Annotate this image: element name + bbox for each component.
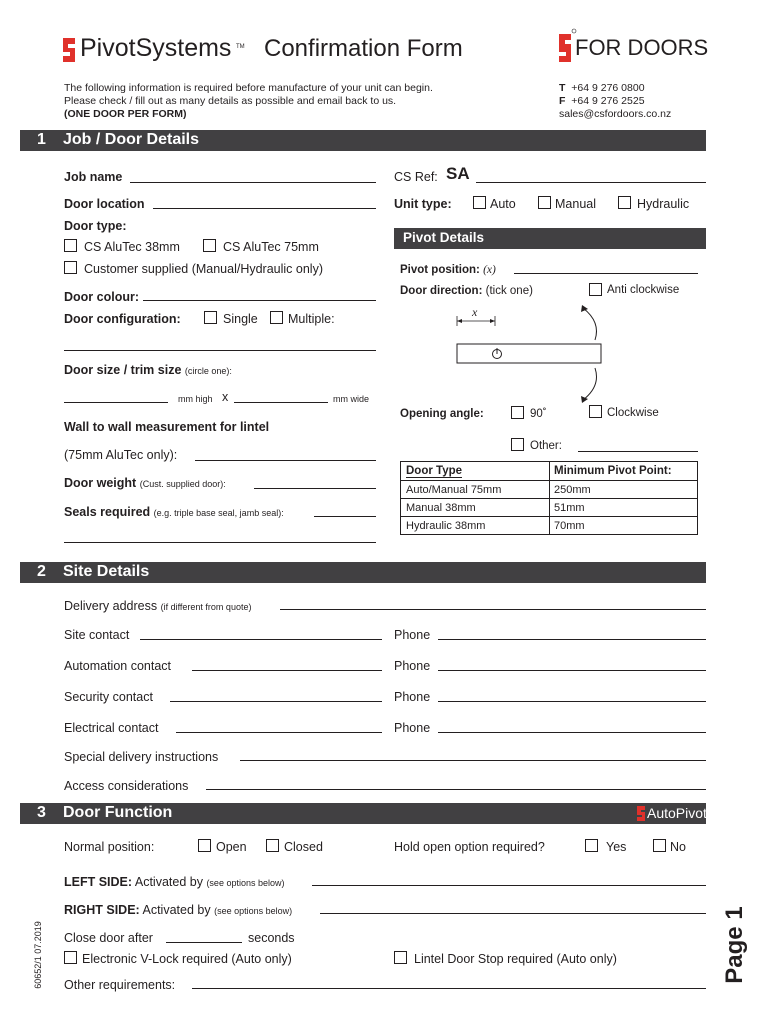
electrical-contact-label: Electrical contact — [64, 721, 159, 735]
hold-open-yes-label: Yes — [606, 840, 627, 854]
section-2-number: 2 — [37, 563, 46, 580]
tick-one-text: (tick one) — [485, 285, 533, 297]
seals-field-2[interactable] — [64, 542, 376, 543]
job-name-field[interactable] — [130, 182, 376, 183]
other-requirements-label: Other requirements: — [64, 978, 176, 992]
cs-ref-field[interactable] — [476, 182, 706, 183]
unit-hydraulic-label: Hydraulic — [637, 197, 690, 211]
opening-angle-label: Opening angle: — [400, 408, 484, 420]
seals-text: Seals required — [64, 505, 151, 519]
pivot-position-label — [400, 264, 496, 276]
door-rectangle — [457, 344, 601, 363]
pivot-position-field[interactable] — [514, 273, 698, 274]
customer-supplied-checkbox[interactable] — [64, 261, 77, 274]
diagram-x-label: x — [472, 305, 478, 319]
unit-manual-checkbox[interactable] — [538, 196, 551, 209]
door-location-label: Door location — [64, 197, 145, 211]
mm-wide-label: mm wide — [333, 394, 370, 404]
alutec75-checkbox[interactable] — [203, 239, 216, 252]
wall-to-wall-field[interactable] — [195, 460, 376, 461]
close-door-after-label: Close door after — [64, 931, 153, 945]
hold-open-no-label: No — [670, 840, 686, 854]
section-2-header — [20, 562, 706, 583]
left-activated-text: Activated by — [134, 875, 203, 889]
table-cell: 51mm — [554, 502, 585, 514]
delivery-address-field[interactable] — [280, 609, 706, 610]
angle-other-label: Other: — [530, 440, 562, 452]
alutec38-label: CS AluTec 38mm — [84, 240, 180, 254]
door-config-label: Door configuration: — [64, 312, 181, 326]
angle-90-checkbox[interactable] — [511, 406, 524, 419]
other-requirements-field[interactable] — [192, 988, 706, 989]
autopivot-badge: AutoPivot — [647, 805, 707, 821]
door-weight-label — [64, 476, 226, 490]
x-dimension-arrow-left — [457, 319, 462, 323]
door-size-text: Door size / trim size — [64, 363, 182, 377]
left-see-options-text: (see options below) — [206, 878, 285, 888]
form-title: Confirmation Form — [264, 35, 463, 62]
pivot-x-text: (x) — [483, 264, 496, 276]
door-location-field[interactable] — [153, 208, 376, 209]
rotation-arrow-bottom — [583, 368, 597, 400]
door-direction-label — [400, 285, 533, 297]
left-side-field[interactable] — [312, 885, 706, 886]
section-1-number: 1 — [37, 131, 46, 148]
seals-label — [64, 505, 284, 519]
automation-phone-field[interactable] — [438, 670, 706, 671]
job-name-label: Job name — [64, 170, 123, 184]
site-contact-label: Site contact — [64, 628, 130, 642]
x-dimension-arrow-right — [490, 319, 495, 323]
security-phone-field[interactable] — [438, 701, 706, 702]
unit-hydraulic-checkbox[interactable] — [618, 196, 631, 209]
page-number: Page 1 — [721, 906, 748, 984]
section-2-title: Site Details — [63, 563, 150, 580]
single-checkbox[interactable] — [204, 311, 217, 324]
pivotsystems-brand: PivotSystems — [80, 34, 232, 62]
right-side-label — [64, 903, 292, 917]
vlock-label: Electronic V-Lock required (Auto only) — [82, 952, 292, 966]
electrical-phone-field[interactable] — [438, 732, 706, 733]
section-3-header — [20, 803, 706, 824]
hold-open-label: Hold open option required? — [394, 840, 545, 854]
hold-open-yes-checkbox[interactable] — [585, 839, 598, 852]
intro-line-1: The following information is required before manufacture of your unit can begin. — [64, 82, 433, 94]
alutec38-checkbox[interactable] — [64, 239, 77, 252]
security-contact-field[interactable] — [170, 701, 382, 702]
multiple-checkbox[interactable] — [270, 311, 283, 324]
lintel-stop-checkbox[interactable] — [394, 951, 407, 964]
table-row-divider-1 — [401, 498, 697, 499]
unit-type-label: Unit type: — [394, 197, 452, 211]
csfordoors-logo-icon — [557, 28, 577, 68]
contact-email[interactable]: sales@csfordoors.co.nz — [559, 108, 672, 120]
clockwise-checkbox[interactable] — [589, 405, 602, 418]
door-size-label — [64, 363, 232, 377]
special-delivery-label: Special delivery instructions — [64, 750, 219, 764]
left-side-text: LEFT SIDE: — [64, 875, 133, 889]
site-contact-field[interactable] — [140, 639, 382, 640]
angle-other-checkbox[interactable] — [511, 438, 524, 451]
vlock-checkbox[interactable] — [64, 951, 77, 964]
normal-position-label: Normal position: — [64, 840, 155, 854]
table-cell: 70mm — [554, 520, 585, 532]
circle-one-text: (circle one): — [184, 366, 232, 376]
lintel-stop-label: Lintel Door Stop required (Auto only) — [414, 952, 617, 966]
trademark: TM — [236, 44, 245, 50]
phone-value: +64 9 276 0800 — [571, 82, 645, 94]
seals-field-1[interactable] — [314, 516, 376, 517]
anti-clockwise-checkbox[interactable] — [589, 283, 602, 296]
csfordoors-logo — [557, 28, 707, 68]
right-see-options-text: (see options below) — [214, 906, 293, 916]
autopivot-logo-icon — [637, 805, 646, 822]
security-contact-label: Security contact — [64, 690, 153, 704]
automation-phone-label: Phone — [394, 659, 431, 673]
right-side-text: RIGHT SIDE: — [64, 903, 140, 917]
door-colour-label: Door colour: — [64, 290, 139, 304]
table-cell: Manual 38mm — [406, 502, 476, 514]
door-config-field[interactable] — [64, 350, 376, 351]
delivery-address-label — [64, 599, 251, 613]
open-checkbox[interactable] — [198, 839, 211, 852]
table-row-divider-2 — [401, 516, 697, 517]
contact-phone — [559, 82, 645, 94]
doc-code: 60652/1 07.2019 — [33, 921, 43, 989]
anti-clockwise-label: Anti clockwise — [607, 284, 680, 296]
table-cell: Hydraulic 38mm — [406, 520, 486, 532]
cs-ref-value: SA — [446, 164, 470, 183]
site-phone-field[interactable] — [438, 639, 706, 640]
special-delivery-field[interactable] — [240, 760, 706, 761]
section-3-number: 3 — [37, 804, 46, 821]
customer-supplied-label: Customer supplied (Manual/Hydraulic only) — [84, 262, 323, 276]
unit-auto-label: Auto — [490, 197, 516, 211]
closed-checkbox[interactable] — [266, 839, 279, 852]
pivot-details-header — [394, 228, 706, 249]
site-phone-label: Phone — [394, 628, 431, 642]
security-phone-label: Phone — [394, 690, 431, 704]
pivot-details-title: Pivot Details — [403, 230, 485, 245]
pivot-position-text: Pivot position: — [400, 264, 480, 276]
right-activated-text: Activated by — [142, 903, 211, 917]
close-door-seconds-field[interactable] — [166, 942, 242, 943]
alutec75-label: CS AluTec 75mm — [223, 240, 319, 254]
contact-fax — [559, 95, 645, 107]
angle-90-label: 90˚ — [530, 408, 547, 420]
mm-high-label: mm high — [178, 394, 213, 404]
section-1-header — [20, 130, 706, 151]
single-label: Single — [223, 312, 258, 326]
csfordoors-brand: FOR DOORS — [575, 35, 709, 60]
section-3-title: Door Function — [63, 804, 173, 821]
seals-eg-text: (e.g. triple base seal, jamb seal): — [153, 508, 284, 518]
angle-other-field[interactable] — [578, 451, 698, 452]
intro-line-2: Please check / fill out as many details as possible and email back to us. — [64, 95, 397, 107]
automation-contact-label: Automation contact — [64, 659, 172, 673]
automation-contact-field[interactable] — [192, 670, 382, 671]
rotation-arrow-top — [583, 308, 597, 340]
table-cell: 250mm — [554, 484, 591, 496]
access-field[interactable] — [206, 789, 706, 790]
wall-to-wall-label: Wall to wall measurement for lintel — [64, 420, 270, 434]
fax-label: F — [559, 95, 566, 107]
right-side-field[interactable] — [320, 913, 706, 914]
pivotsystems-logo-icon — [62, 36, 76, 64]
alutec-only-label: (75mm AluTec only): — [64, 448, 178, 462]
phone-label: T — [559, 82, 566, 94]
electrical-phone-label: Phone — [394, 721, 431, 735]
door-type-label: Door type: — [64, 219, 127, 233]
electrical-contact-field[interactable] — [176, 732, 382, 733]
door-weight-field[interactable] — [254, 488, 376, 489]
hold-open-no-checkbox[interactable] — [653, 839, 666, 852]
door-height-field[interactable] — [64, 402, 168, 403]
delivery-address-text: Delivery address — [64, 599, 158, 613]
closed-label: Closed — [284, 840, 323, 854]
table-header-door-type: Door Type — [406, 465, 463, 477]
section-1-title: Job / Door Details — [63, 131, 200, 148]
if-different-text: (if different from quote) — [160, 602, 252, 612]
seconds-label: seconds — [248, 931, 295, 945]
clockwise-label: Clockwise — [607, 407, 659, 419]
door-weight-text: Door weight — [64, 476, 137, 490]
unit-manual-label: Manual — [555, 197, 596, 211]
access-label: Access considerations — [64, 779, 189, 793]
door-width-field[interactable] — [234, 402, 328, 403]
open-label: Open — [216, 840, 247, 854]
left-side-label — [64, 875, 284, 889]
door-colour-field[interactable] — [143, 300, 376, 301]
table-cell: Auto/Manual 75mm — [406, 484, 502, 496]
cust-supplied-text: (Cust. supplied door): — [139, 479, 226, 489]
unit-auto-checkbox[interactable] — [473, 196, 486, 209]
door-direction-text: Door direction: — [400, 285, 483, 297]
cs-ref-label: CS Ref: — [394, 170, 438, 184]
intro-line-3: (ONE DOOR PER FORM) — [64, 108, 187, 120]
pivot-point-table — [400, 461, 698, 535]
fax-value: +64 9 276 2525 — [571, 95, 645, 107]
table-header-min-pivot: Minimum Pivot Point: — [554, 465, 672, 477]
multiple-label: Multiple: — [288, 312, 335, 326]
times-sign: x — [222, 390, 229, 404]
